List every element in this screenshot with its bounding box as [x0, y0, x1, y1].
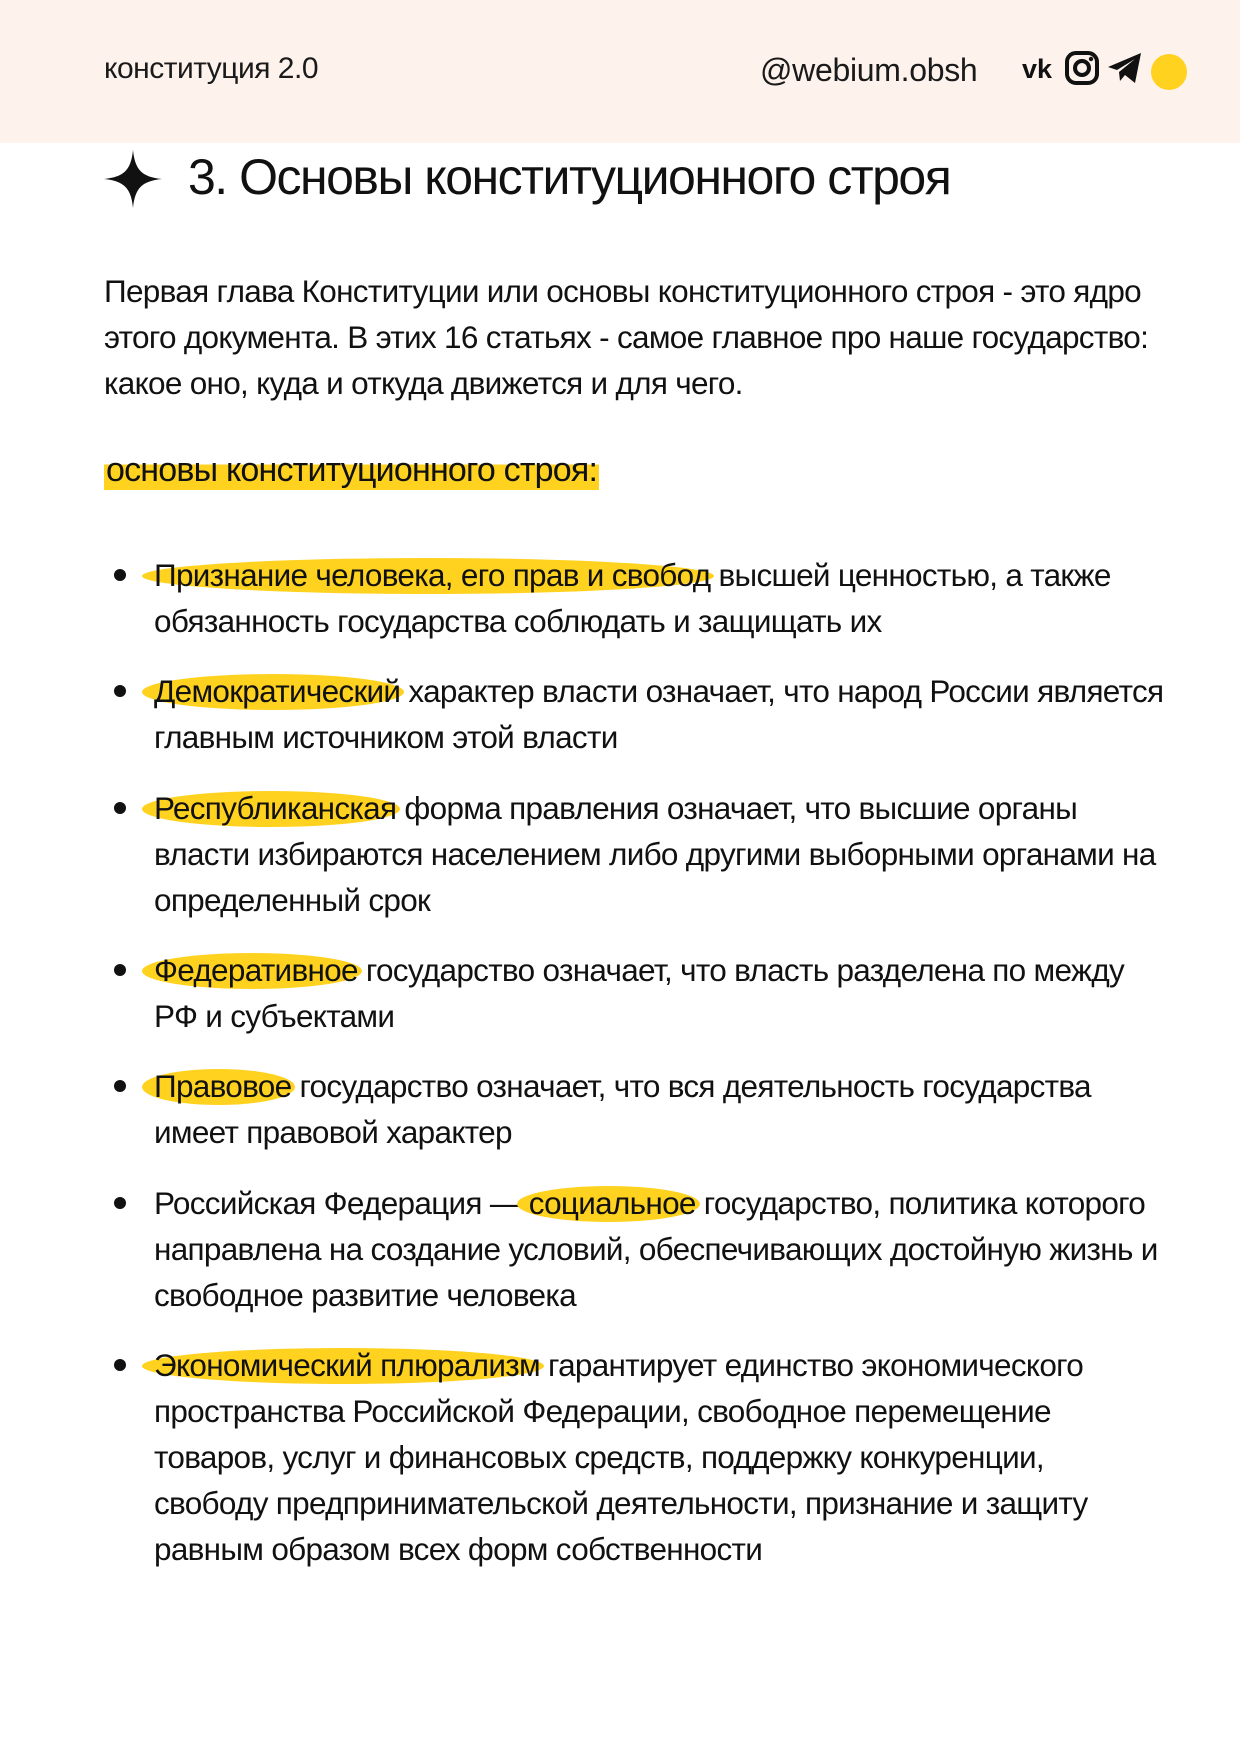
- svg-text:vk: vk: [1022, 54, 1053, 84]
- list-item: [154, 552, 1164, 644]
- page-header: [0, 0, 1240, 143]
- bullet-icon: [114, 1080, 126, 1092]
- bullet-icon: [114, 1359, 126, 1371]
- sparkle-icon: [102, 148, 164, 215]
- item-text-before: Российская Федерация —: [154, 1185, 529, 1221]
- item-text-after: государство, политика которого направлена на создание условий, обеспечивающих достойную жизнь и свободное развитие человека: [154, 1185, 1158, 1313]
- list-item: [154, 1342, 1164, 1572]
- item-highlight: Демократический: [154, 673, 401, 709]
- item-highlight: Республиканская: [154, 790, 397, 826]
- item-text-after: государство означает, что вся деятельность государства имеет правовой характер: [154, 1068, 1091, 1150]
- brand-name: конституция 2.0: [104, 52, 319, 85]
- bullet-icon: [114, 964, 126, 976]
- list-item: [154, 1180, 1164, 1318]
- item-highlight: Федеративное: [154, 952, 358, 988]
- list-item: [154, 785, 1164, 923]
- vk-icon[interactable]: [1022, 50, 1058, 86]
- item-text-after: форма правления означает, что высшие органы власти избираются населением либо другими выборными органами на определенный срок: [154, 790, 1156, 918]
- bullet-icon: [114, 802, 126, 814]
- bullet-icon: [114, 569, 126, 581]
- bullet-icon: [114, 685, 126, 697]
- item-highlight: Правовое: [154, 1068, 292, 1104]
- social-handle[interactable]: @webium.obsh: [760, 52, 978, 88]
- instagram-icon[interactable]: [1064, 50, 1100, 86]
- list-item: [154, 668, 1164, 760]
- list-item: [154, 947, 1164, 1039]
- telegram-icon[interactable]: [1106, 50, 1144, 86]
- section-subheading: основы конституционного строя:: [104, 448, 599, 492]
- page-title: 3. Основы конституционного строя: [188, 149, 951, 205]
- list-item: [154, 1063, 1164, 1155]
- item-highlight: Экономический плюрализм: [154, 1347, 540, 1383]
- bullet-icon: [114, 1197, 126, 1209]
- item-highlight: социальное: [528, 1185, 696, 1221]
- item-highlight: Признание человека, его прав и свобод: [154, 557, 711, 593]
- intro-paragraph: Первая глава Конституции или основы конституционного строя - это ядро этого документа. В этих 16 статьях - самое главное про наше государство: какое оно, куда и откуда движется и для чего.: [104, 273, 1149, 401]
- item-text-after: характер власти означает, что народ России является главным источником этой власти: [154, 673, 1164, 755]
- item-text-after: гарантирует единство экономического пространства Российской Федерации, свободное перемещение товаров, услуг и финансовых средств, поддержку конкуренции, свободу предпринимательской деятельности, признание и защиту равным образом всех форм собственности: [154, 1347, 1088, 1567]
- item-text-after: государство означает, что власть разделена по между РФ и субъектами: [154, 952, 1125, 1034]
- item-text-after: высшей ценностью, а также обязанность государства соблюдать и защищать их: [154, 557, 1111, 639]
- accent-dot: [1151, 54, 1187, 90]
